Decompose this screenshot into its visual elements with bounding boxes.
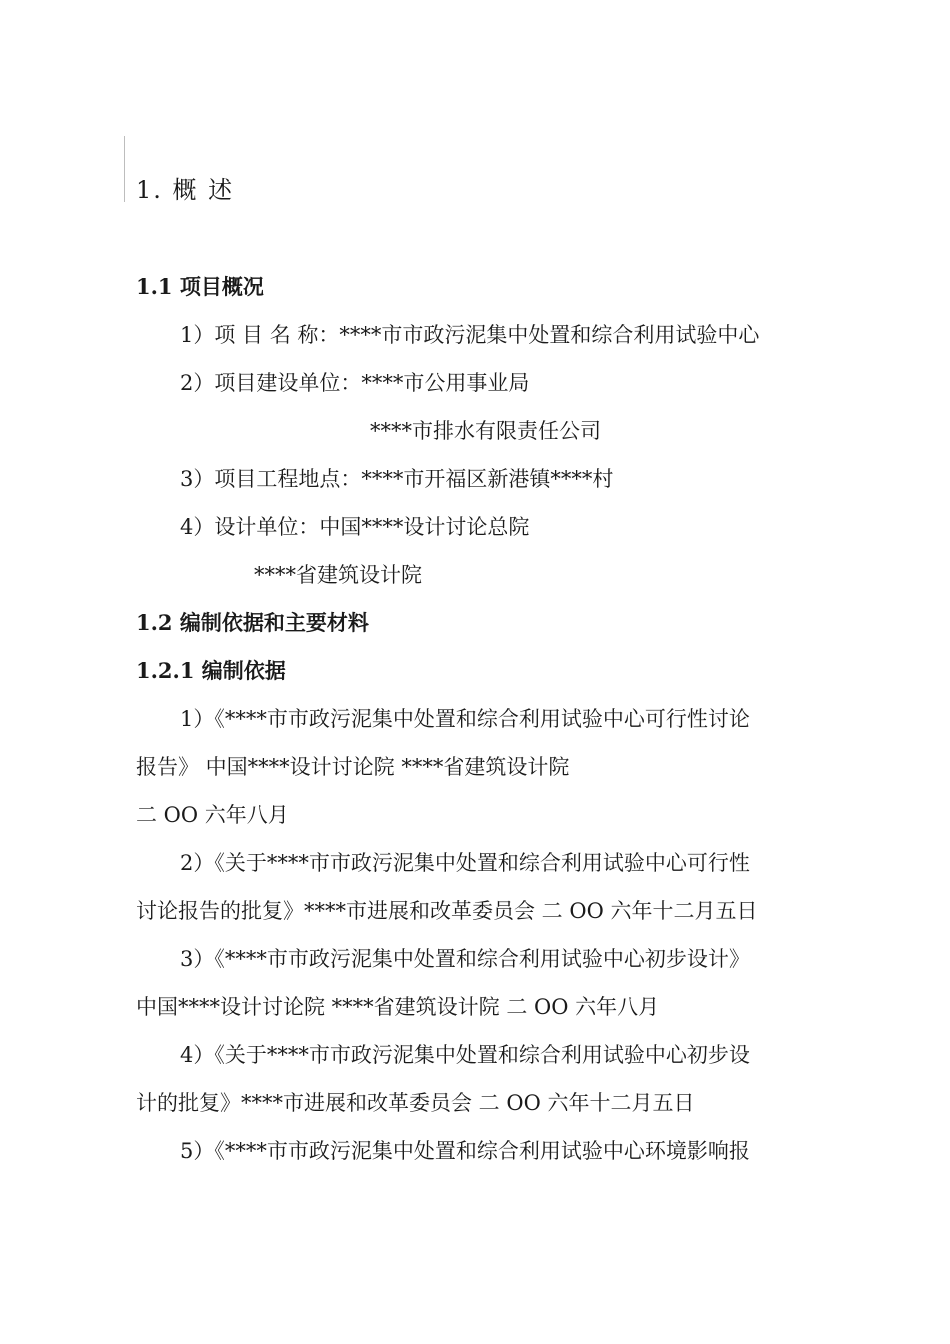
basis-line-6: 3）《****市市政污泥集中处置和综合利用试验中心初步设计》 [180,947,750,971]
chapter-title: 1. 概 述 [136,176,235,204]
basis-line-3: 二 OO 六年八月 [136,803,289,827]
design-unit-line: 4）设计单位：中国****设计讨论总院 [180,515,530,539]
section-heading-1-2: 1.2 编制依据和主要材料 [136,610,369,635]
project-location-line: 3）项目工程地点：****市开福区新港镇****村 [180,467,614,491]
section-heading-1-2-1: 1.2.1 编制依据 [136,658,286,683]
basis-line-7: 中国****设计讨论院 ****省建筑设计院 二 OO 六年八月 [136,995,660,1019]
project-name-line: 1）项 目 名 称：****市市政污泥集中处置和综合利用试验中心 [180,323,760,347]
project-owner-line: 2）项目建设单位：****市公用事业局 [180,371,530,395]
section-heading-1-1: 1.1 项目概况 [136,274,264,299]
design-unit-line-2: ****省建筑设计院 [254,563,422,587]
basis-line-9: 计的批复》****市进展和改革委员会 二 OO 六年十二月五日 [136,1091,695,1115]
basis-line-2: 报告》 中国****设计讨论院 ****省建筑设计院 [136,755,570,779]
basis-line-10: 5）《****市市政污泥集中处置和综合利用试验中心环境影响报 [180,1139,750,1163]
project-owner-line-2: ****市排水有限责任公司 [370,419,601,443]
basis-line-5: 讨论报告的批复》****市进展和改革委员会 二 OO 六年十二月五日 [136,899,758,923]
basis-line-1: 1）《****市市政污泥集中处置和综合利用试验中心可行性讨论 [180,707,750,731]
margin-marker [124,136,125,202]
basis-line-8: 4）《关于****市市政污泥集中处置和综合利用试验中心初步设 [180,1043,750,1067]
basis-line-4: 2）《关于****市市政污泥集中处置和综合利用试验中心可行性 [180,851,750,875]
